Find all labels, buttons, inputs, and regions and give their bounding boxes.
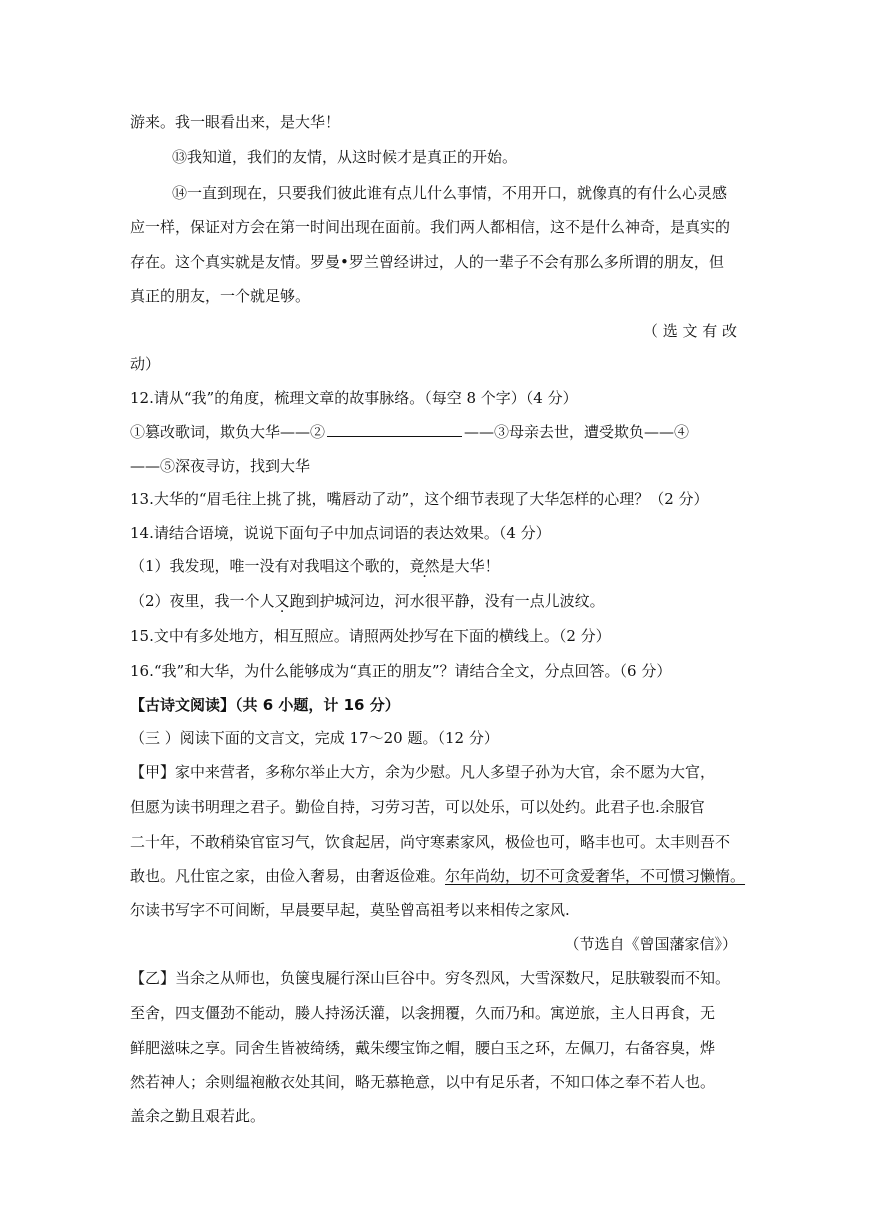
yi-line: 然若神人；余则缊袍敝衣处其间，略无慕艳意，以中有足乐者，不知口体之奉不若人也。 — [130, 1073, 716, 1091]
yi-line: 【乙】当余之从师也，负箧曳屣行深山巨谷中。穷冬烈风，大雪深数尺，足肤皲裂而不知。 — [130, 969, 731, 987]
paragraph-14-line: 应一样，保证对方会在第一时间出现在面前。我们两人都相信，这不是什么神奇，是真实的 — [130, 218, 731, 236]
section-subtitle: （三 ）阅读下面的文言文，完成 17～20 题。（12 分） — [130, 729, 499, 747]
jia-line: 二十年，不敢稍染官宦习气，饮食起居，尚守寒素家风，极俭也可，略丰也可。太丰则吾不 — [130, 833, 731, 851]
jia-line: 尔读书写字不可间断，早晨要早起，莫坠曾高祖考以来相传之家风. — [130, 901, 570, 919]
dotted-word: 竟然 — [409, 557, 440, 575]
item-text: 跑到护城河边，河水很平静，没有一点儿波纹。 — [289, 592, 605, 610]
jia-line: 【甲】家中来营者，多称尔举止大方，余为少慰。凡人多望子孙为大官，余不愿为大官， — [130, 763, 716, 781]
paragraph-13: ⑬我知道，我们的友情，从这时候才是真正的开始。 — [172, 148, 518, 166]
section-title: 【古诗文阅读】（共 6 小题，计 16 分） — [130, 696, 400, 714]
question-16: 16.“我”和大华，为什么能够成为“真正的朋友”？请结合全文，分点回答。（6 分） — [130, 662, 672, 680]
jia-text: 敢也。凡仕宦之家，由俭入奢易，由奢返俭难。 — [130, 867, 446, 885]
underlined-sentence: 尔年尚幼，切不可贪爱奢华，不可惯习懒惰。 — [445, 867, 746, 885]
paragraph-14-line: 存在。这个真实就是友情。罗曼•罗兰曾经讲过，人的一辈子不会有那么多所谓的朋友，但 — [130, 253, 724, 271]
question-12-flow — [130, 422, 689, 442]
paragraph-14-line: ⑭一直到现在，只要我们彼此谁有点儿什么事情，不用开口，就像真的有什么心灵感 — [172, 184, 728, 202]
item-text: （1）我发现，唯一没有对我唱这个歌的， — [130, 557, 410, 575]
yi-line: 至舍，四支僵劲不能动，媵人持汤沃灌，以衾拥覆，久而乃和。寓逆旅，主人日再食，无 — [130, 1004, 716, 1022]
question-14: 14.请结合语境，说说下面句子中加点词语的表达效果。（4 分） — [130, 524, 551, 542]
flow-text: ——③母亲去世，遭受欺负——④ — [464, 423, 690, 441]
jia-line — [130, 866, 745, 886]
answer-blank[interactable] — [327, 422, 462, 437]
passage-source-cont: 动） — [130, 355, 161, 373]
jia-line: 但愿为读书明理之君子。勤俭自持，习劳习苦，可以处乐，可以处约。此君子也.余服官 — [130, 798, 705, 816]
question-15: 15.文中有多处地方，相互照应。请照两处抄写在下面的横线上。（2 分） — [130, 627, 611, 645]
yi-line: 鲜肥滋味之享。同舍生皆被绮绣，戴朱缨宝饰之帽，腰白玉之环，左佩刀，右备容臭，烨 — [130, 1039, 716, 1057]
question-14-item-1 — [130, 556, 500, 576]
paragraph-14-line: 真正的朋友，一个就足够。 — [130, 287, 311, 305]
question-13: 13.大华的“眉毛往上挑了挑，嘴唇动了动”，这个细节表现了大华怎样的心理？（2 分） — [130, 490, 709, 508]
item-text: 是大华！ — [439, 557, 500, 575]
yi-line: 盖余之勤且艰若此。 — [130, 1107, 266, 1125]
passage-line: 游来。我一眼看出来，是大华！ — [130, 113, 341, 131]
question-14-item-2 — [130, 591, 605, 611]
jia-source: （节选自《曾国藩家信》） — [564, 935, 737, 953]
question-12-flow-cont: ——⑤深夜寻访，找到大华 — [130, 457, 311, 475]
question-12: 12.请从“我”的角度，梳理文章的故事脉络。（每空 8 个字）（4 分） — [130, 389, 578, 407]
item-text: （2）夜里，我一个人 — [130, 592, 275, 610]
passage-source: （ 选 文 有 改 — [642, 322, 737, 340]
dotted-word: 又 — [274, 592, 290, 610]
flow-text: ①篡改歌词，欺负大华——② — [130, 423, 326, 441]
